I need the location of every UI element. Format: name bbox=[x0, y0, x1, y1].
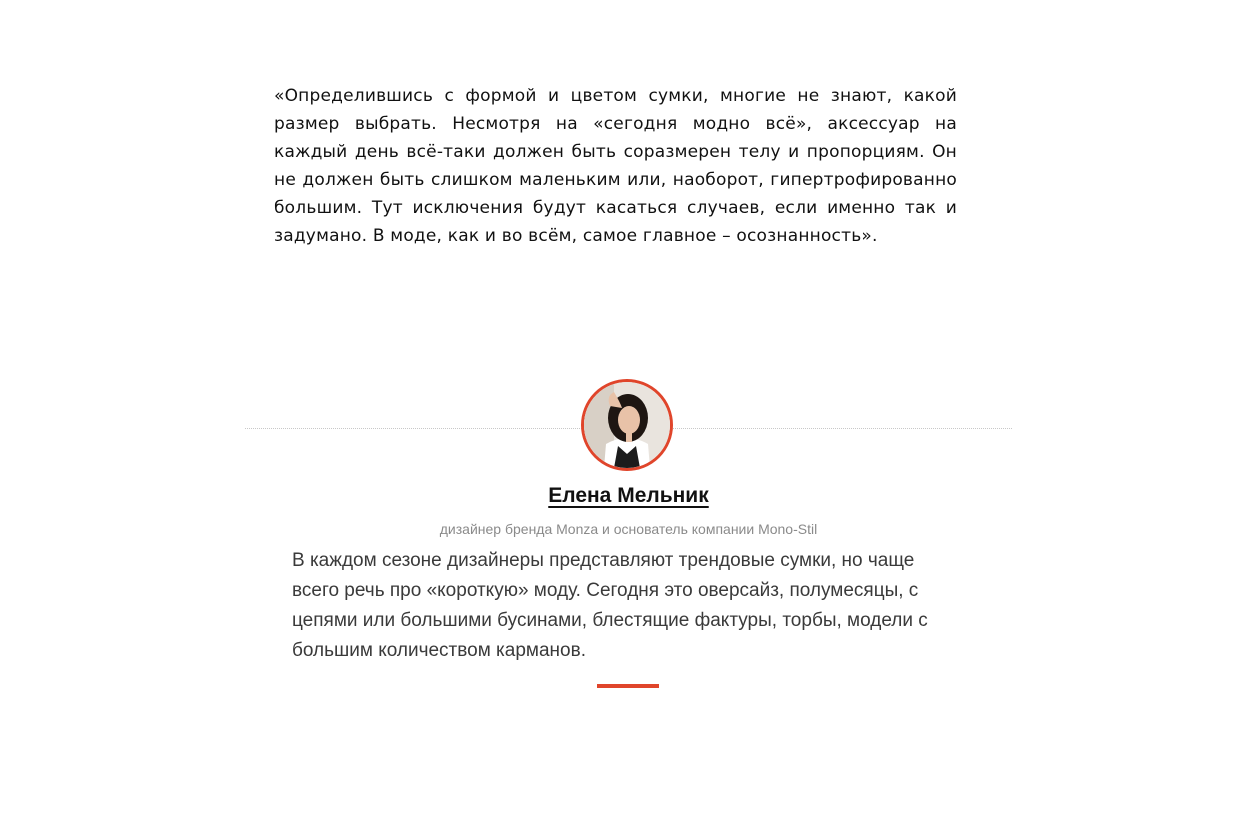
accent-divider bbox=[597, 684, 659, 688]
expert-comment-card bbox=[245, 378, 1012, 698]
expert-comment-text: В каждом сезоне дизайнеры представляют трендовые сумки, но чаще всего речь про «короткую» моду. Сегодня это оверсайз, полумесяцы, с цепями или большими бусинами, блестящие фактуры, торбы, модели с большим количеством карманов. bbox=[292, 550, 928, 661]
expert-role: дизайнер бренда Monza и основатель компании Mono-Stil bbox=[439, 521, 818, 537]
expert-avatar bbox=[581, 379, 673, 471]
expert-photo bbox=[584, 382, 670, 468]
expert-name[interactable]: Елена Мельник bbox=[548, 484, 709, 507]
article-quote-paragraph: «Определившись с формой и цветом сумки, многие не знают, какой размер выбрать. Несмотря на «сегодня модно всё», аксессуар на каждый день всё-таки должен быть соразмерен телу и пропорциям. Он не должен быть слишком маленьким или, наоборот, гипертрофированно большим. Тут исключения будут касаться случаев, если именно так и задумано. В моде, как и во всём, самое главное – осознанность». bbox=[274, 86, 957, 246]
